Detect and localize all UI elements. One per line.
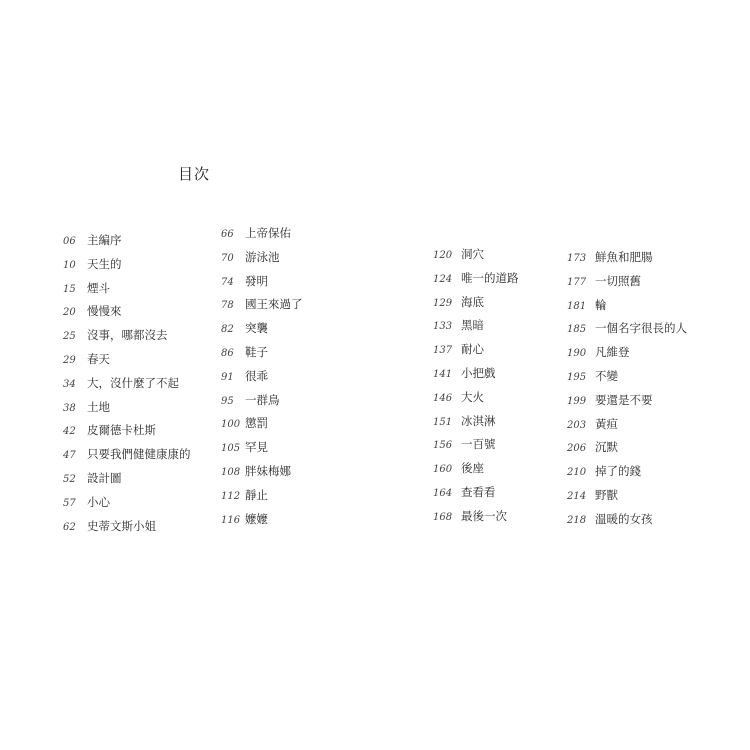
toc-entry <box>63 396 191 420</box>
toc-page-number: 214 <box>567 490 587 502</box>
toc-entry <box>221 293 303 317</box>
toc-entry <box>63 277 191 301</box>
toc-entry <box>433 457 519 481</box>
toc-entry-title: 大，沒什麼了不起 <box>87 375 179 390</box>
toc-page-number: 177 <box>567 276 587 288</box>
toc-page-number: 38 <box>63 402 76 414</box>
toc-entry <box>433 481 519 505</box>
toc-entry-title: 國王來過了 <box>245 297 303 312</box>
toc-entry <box>433 243 519 267</box>
toc-column-1 <box>63 229 191 538</box>
toc-page-number: 29 <box>63 354 76 366</box>
toc-entry <box>63 348 191 372</box>
toc-entry <box>567 341 687 365</box>
toc-page-number: 108 <box>221 466 241 478</box>
toc-entry-title: 黃疸 <box>595 416 618 431</box>
toc-entry-title: 嬤嬤 <box>245 511 268 526</box>
toc-page-number: 203 <box>567 419 587 431</box>
toc-page-number: 91 <box>221 371 234 383</box>
toc-entry <box>221 341 303 365</box>
toc-entry <box>221 460 303 484</box>
toc-page-number: 57 <box>63 497 76 509</box>
toc-page-number: 42 <box>63 426 76 438</box>
toc-entry <box>567 436 687 460</box>
toc-entry-title: 要還是不要 <box>595 392 653 407</box>
toc-entry-title: 突襲 <box>245 321 268 336</box>
toc-page-number: 151 <box>433 416 453 428</box>
toc-page-number: 82 <box>221 324 234 336</box>
toc-column-4 <box>567 246 687 532</box>
toc-entry-title: 一個名字很長的人 <box>595 321 687 336</box>
toc-page-number: 78 <box>221 300 234 312</box>
toc-entry-title: 大火 <box>461 389 484 404</box>
toc-entry <box>221 246 303 270</box>
toc-entry <box>221 436 303 460</box>
toc-entry-title: 海底 <box>461 294 484 309</box>
toc-entry-title: 上帝保佑 <box>245 226 291 240</box>
toc-entry <box>433 433 519 457</box>
toc-entry <box>567 508 687 532</box>
toc-entry-title: 查看看 <box>461 484 496 499</box>
toc-page-number: 116 <box>221 514 241 526</box>
toc-entry-title: 沒事，哪都沒去 <box>87 328 168 343</box>
toc-page-number: 195 <box>567 371 587 383</box>
toc-entry-title: 耐心 <box>461 342 484 357</box>
toc-page-number: 100 <box>221 419 241 431</box>
page-title: 目次 <box>178 165 211 183</box>
toc-entry-title: 洞穴 <box>461 247 484 261</box>
toc-page-number: 133 <box>433 321 453 333</box>
toc-entry-title: 掉了的錢 <box>595 464 641 479</box>
toc-entry-title: 不變 <box>595 368 618 383</box>
toc-page-number: 25 <box>63 331 76 343</box>
toc-entry-title: 小心 <box>87 494 110 509</box>
toc-page-number: 120 <box>433 250 453 261</box>
toc-entry-title: 靜止 <box>245 487 268 502</box>
toc-entry <box>63 229 191 253</box>
toc-entry-title: 史蒂文斯小姐 <box>87 518 156 533</box>
toc-entry-title: 沉默 <box>595 440 618 455</box>
toc-entry-title: 春天 <box>87 351 110 366</box>
toc-page-number: 190 <box>567 348 587 360</box>
toc-page-number: 10 <box>63 259 76 271</box>
toc-entry-title: 游泳池 <box>245 249 280 264</box>
toc-page-number: 74 <box>221 276 234 288</box>
toc-page-number: 206 <box>567 443 587 455</box>
toc-entry-title: 設計圖 <box>87 470 122 485</box>
toc-entry <box>567 365 687 389</box>
toc-page-number: 141 <box>433 368 453 380</box>
toc-page-number: 137 <box>433 345 453 357</box>
toc-entry <box>63 419 191 443</box>
toc-entry <box>221 222 303 246</box>
toc-entry-title: 後座 <box>461 461 484 476</box>
toc-entry <box>63 324 191 348</box>
toc-entry-title: 一切照舊 <box>595 273 641 288</box>
toc-entry-title: 煙斗 <box>87 280 110 295</box>
toc-entry <box>63 372 191 396</box>
toc-entry <box>567 294 687 318</box>
toc-page-number: 15 <box>63 283 76 295</box>
toc-page-number: 146 <box>433 392 453 404</box>
toc-entry <box>63 253 191 277</box>
toc-page-number: 95 <box>221 395 234 407</box>
toc-page-number: 164 <box>433 487 453 499</box>
toc-entry <box>433 505 519 529</box>
toc-page-number: 47 <box>63 450 76 462</box>
toc-page-number: 173 <box>567 253 587 264</box>
toc-entry-title: 小把戲 <box>461 365 496 380</box>
toc-entry <box>433 386 519 410</box>
toc-entry-title: 罕見 <box>245 440 268 455</box>
toc-entry <box>63 515 191 539</box>
toc-column-2 <box>221 222 303 531</box>
toc-entry-title: 胖妹梅娜 <box>245 463 291 478</box>
toc-entry-title: 懲罰 <box>245 416 268 431</box>
toc-page-number: 185 <box>567 324 587 336</box>
toc-entry <box>221 484 303 508</box>
toc-page-number: 34 <box>63 378 76 390</box>
toc-entry <box>221 508 303 532</box>
toc-entry <box>433 291 519 315</box>
toc-page-number: 168 <box>433 511 453 523</box>
toc-page-number: 06 <box>63 236 76 247</box>
toc-page-number: 218 <box>567 514 587 526</box>
toc-page-number: 52 <box>63 473 76 485</box>
toc-entry <box>567 246 687 270</box>
toc-entry <box>567 270 687 294</box>
toc-entry <box>63 443 191 467</box>
toc-entry <box>433 314 519 338</box>
toc-page-number: 156 <box>433 440 453 452</box>
toc-entry-title: 皮爾德卡杜斯 <box>87 423 156 438</box>
toc-entry <box>221 365 303 389</box>
toc-page-number: 70 <box>221 252 234 264</box>
toc-entry <box>221 270 303 294</box>
toc-page-number: 66 <box>221 229 234 240</box>
toc-entry-title: 溫暖的女孩 <box>595 511 653 526</box>
toc-entry <box>567 389 687 413</box>
toc-page-number: 199 <box>567 395 587 407</box>
toc-entry-title: 只要我們健健康康的 <box>87 447 191 462</box>
toc-entry <box>433 267 519 291</box>
toc-page-number: 160 <box>433 464 453 476</box>
toc-entry-title: 主編序 <box>87 233 122 247</box>
toc-entry-title: 野獸 <box>595 487 618 502</box>
toc-entry <box>567 413 687 437</box>
toc-entry <box>221 389 303 413</box>
toc-entry-title: 凡維登 <box>595 345 630 360</box>
toc-entry <box>433 362 519 386</box>
toc-page-number: 181 <box>567 300 587 312</box>
toc-page-number: 20 <box>63 307 76 319</box>
toc-entry-title: 一群鳥 <box>245 392 280 407</box>
toc-entry-title: 最後一次 <box>461 508 507 523</box>
toc-entry-title: 鮮魚和肥腸 <box>595 250 653 264</box>
toc-entry-title: 鞋子 <box>245 344 268 359</box>
toc-entry <box>567 484 687 508</box>
toc-entry <box>221 412 303 436</box>
toc-page-number: 210 <box>567 467 587 479</box>
toc-entry-title: 土地 <box>87 399 110 414</box>
toc-entry-title: 慢慢來 <box>87 304 122 319</box>
toc-page-number: 124 <box>433 273 453 285</box>
toc-page-number: 105 <box>221 443 241 455</box>
toc-entry-title: 發明 <box>245 273 268 288</box>
toc-page-number: 129 <box>433 297 453 309</box>
toc-entry <box>433 338 519 362</box>
toc-entry <box>567 460 687 484</box>
toc-page-number: 112 <box>221 490 241 502</box>
toc-entry-title: 一百號 <box>461 437 496 452</box>
toc-entry <box>63 300 191 324</box>
toc-entry-title: 輪 <box>595 297 607 312</box>
toc-entry-title: 冰淇淋 <box>461 413 496 428</box>
toc-entry <box>567 317 687 341</box>
toc-entry-title: 很乖 <box>245 368 268 383</box>
toc-page-number: 62 <box>63 521 76 533</box>
toc-entry-title: 黑暗 <box>461 318 484 333</box>
toc-entry <box>63 467 191 491</box>
toc-entry-title: 天生的 <box>87 256 122 271</box>
toc-entry <box>221 317 303 341</box>
toc-entry <box>63 491 191 515</box>
toc-page-number: 86 <box>221 347 234 359</box>
toc-entry <box>433 410 519 434</box>
toc-column-3 <box>433 243 519 529</box>
toc-entry-title: 唯一的道路 <box>461 270 519 285</box>
